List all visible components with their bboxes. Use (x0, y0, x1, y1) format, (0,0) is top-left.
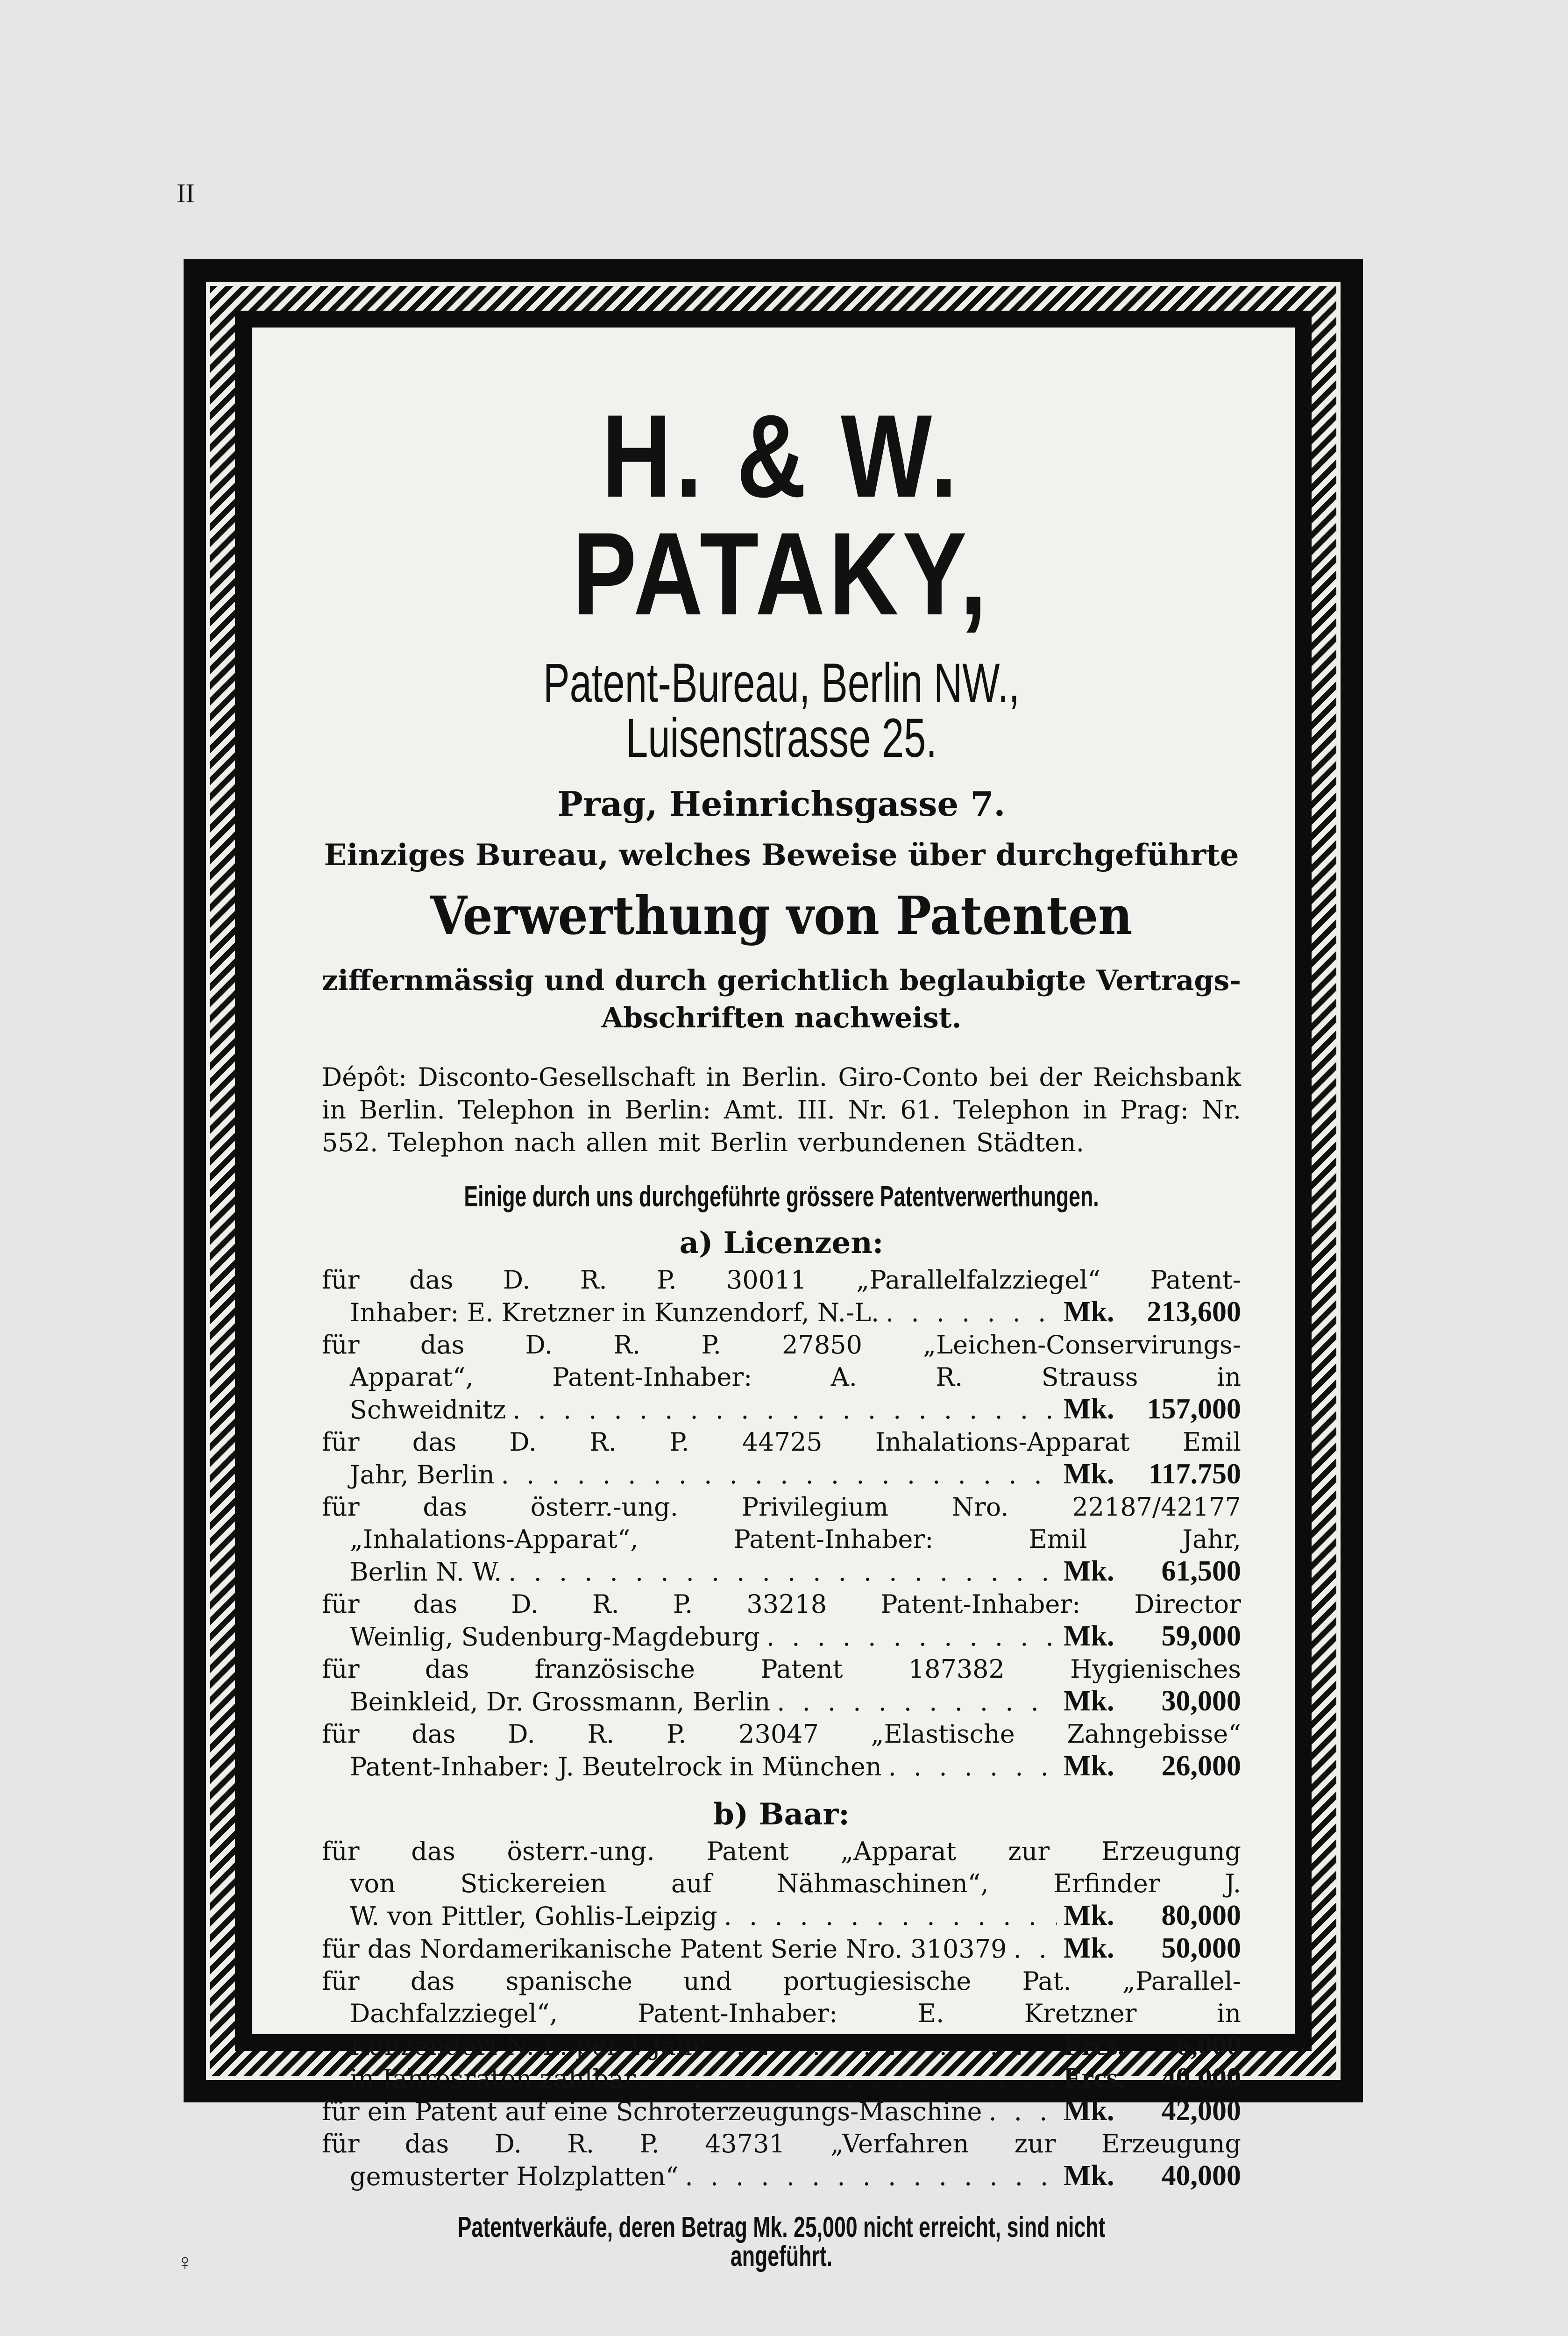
entry-amount: 6,000 (1176, 2030, 1241, 2061)
listing-entry (322, 2062, 1241, 2095)
entry-currency: Mk. (1064, 2160, 1114, 2192)
leader-dots (1013, 1933, 1057, 1965)
entry-amount: 42,000 (1161, 2095, 1241, 2127)
entry-currency: Mk. (1064, 1900, 1114, 1931)
prague-address: Prag, Heinrichsgasse 7. (557, 784, 1006, 824)
entry-text: Berlin N. W. (350, 1557, 502, 1587)
entry-amount: 50,000 (1161, 1932, 1241, 1964)
entry-text: gemusterter Holzplatten“ (350, 2162, 679, 2191)
leader-dots (501, 1459, 1057, 1491)
entry-text: für das D. R. P. 30011 „Parallelfalzziegel“ Patent- (322, 1265, 1241, 1295)
advertisement-frame (184, 259, 1363, 2272)
leader-dots (711, 2030, 1057, 2062)
entry-text: Beinkleid, Dr. Grossmann, Berlin (350, 1687, 771, 1716)
listing-entry (322, 1264, 1241, 1329)
listing-entry (322, 1835, 1241, 1932)
intro-line-2: ziffernmässig und durch gerichtlich beglaubigte Vertrags-Abschriften nachweist. (322, 964, 1241, 1034)
section-a-list (322, 1264, 1241, 1783)
entry-text: Jahr, Berlin (350, 1460, 495, 1489)
listing-entry (322, 1588, 1241, 1653)
section-a-heading: a) Licenzen: (679, 1225, 884, 1261)
footer-mark: ♀ (177, 2250, 193, 2275)
entry-text: für das D. R. P. 43731 „Verfahren zur Erzeugung (322, 2129, 1241, 2158)
entry-amount: 30,000 (1161, 1685, 1241, 1717)
entry-text: für das D. R. P. 23047 „Elastische Zahngebisse“ (322, 1719, 1241, 1749)
intro-line: Einziges Bureau, welches Beweise über durchgeführte (324, 838, 1239, 873)
entry-text: Patent-Inhaber: J. Beutelrock in München (350, 1752, 882, 1781)
entry-currency: Mk. (1064, 1620, 1114, 1652)
entry-amount: 157,000 (1147, 1393, 1241, 1425)
entry-text: Weinlig, Sudenburg-Magdeburg (350, 1622, 760, 1652)
entry-currency: Mk. (1064, 1458, 1114, 1490)
entry-text: für das spanische und portugiesische Pat. „Parallel- (322, 1966, 1241, 1996)
listing-entry (322, 2128, 1241, 2193)
entry-currency: Mk. (1064, 1932, 1114, 1964)
footer-note: Patentverkäufe, deren Betrag Mk. 25,000 nicht erreicht, sind nicht angeführt. (457, 2211, 1106, 2272)
advertisement-panel (252, 328, 1295, 2272)
entry-text: für das D. R. P. 44725 Inhalations-Apparat Emil (322, 1427, 1241, 1457)
entry-currency: Mk. (1064, 2095, 1114, 2127)
entry-currency: Mk. (1064, 1685, 1114, 1717)
entry-text: für das französische Patent 187382 Hygienisches (322, 1654, 1241, 1684)
section-b-heading: b) Baar: (713, 1797, 850, 1832)
firm-title: H. & W. PATAKY, (572, 391, 991, 640)
entry-text: für das Nordamerikanische Patent Serie Nro. 310379 (322, 1934, 1007, 1964)
entry-amount: 80,000 (1161, 1900, 1241, 1931)
page-number: II (177, 178, 195, 208)
berlin-address: Patent-Bureau, Berlin NW., Luisenstrasse 25. (543, 652, 1020, 769)
listing-entry (322, 2095, 1241, 2128)
section-b-list (322, 1835, 1241, 2193)
entry-text: „Inhalations-Apparat“, Patent-Inhaber: Emil Jahr, (350, 1524, 1241, 1554)
entry-text: von Stickereien auf Nähmaschinen“, Erfinder J. (350, 1869, 1241, 1898)
leader-dots (512, 1394, 1057, 1426)
entry-amount: 213,600 (1147, 1296, 1241, 1328)
entry-text: Kunzendorf N.-L. per 1 Jahr (350, 2031, 704, 2061)
listing-entry (322, 1329, 1241, 1426)
entry-text: in Jahresraten zahlbar (350, 2064, 636, 2094)
listing-entry (322, 1491, 1241, 1588)
leader-dots (685, 2160, 1057, 2193)
entry-amount: 117.750 (1148, 1458, 1241, 1490)
leader-dots (766, 1621, 1057, 1653)
leader-dots (724, 1900, 1057, 1932)
entry-currency: Mk. (1064, 1393, 1114, 1425)
leader-dots (888, 1751, 1057, 1783)
headline: Verwerthung von Patenten (430, 885, 1133, 947)
entry-text: für das österr.-ung. Patent „Apparat zur Erzeugung (322, 1837, 1241, 1866)
entry-text: für das D. R. P. 27850 „Leichen-Conservirungs- (322, 1330, 1241, 1360)
entry-text: für das D. R. P. 33218 Patent-Inhaber: Director (322, 1589, 1241, 1619)
entry-currency: Mk. (1064, 1750, 1114, 1782)
entry-text: Apparat“, Patent-Inhaber: A. R. Strauss in (350, 1362, 1241, 1392)
entry-text: W. von Pittler, Gohlis-Leipzig (350, 1902, 717, 1931)
entry-amount: 61,500 (1161, 1555, 1241, 1587)
entry-text: für ein Patent auf eine Schroterzeugungs-Maschine (322, 2097, 982, 2126)
depot-text: Dépôt: Disconto-Gesellschaft in Berlin. Giro-Conto bei der Reichsbank in Berlin. Telephon in Berlin: Amt. III. Nr. 61. Telephon in Prag: Nr. 552. Telephon nach allen mit Berlin verbundenen Städten. (322, 1062, 1241, 1157)
entry-text: Dachfalzziegel“, Patent-Inhaber: E. Kretzner in (350, 1999, 1241, 2028)
listing-entry (322, 1932, 1241, 1965)
entry-amount: 40,000 (1161, 2160, 1241, 2192)
leader-dots (508, 1556, 1057, 1588)
leader-dots (886, 1296, 1057, 1329)
entry-text: Inhaber: E. Kretzner in Kunzendorf, N.-L. (350, 1298, 880, 1327)
entry-text: für das österr.-ung. Privilegium Nro. 22187/42177 (322, 1492, 1241, 1522)
leader-dots (642, 2063, 1057, 2095)
listing-entry (322, 1653, 1241, 1718)
subheading: Einige durch uns durchgeführte grössere Patentverwerthungen. (464, 1181, 1099, 1213)
entry-currency: Mk. (1064, 1296, 1114, 1328)
entry-currency: Frcs. (1064, 2062, 1125, 2094)
listing-entry (322, 1718, 1241, 1783)
entry-currency: Mk. (1064, 1555, 1114, 1587)
leader-dots (988, 2095, 1057, 2128)
entry-text: Schweidnitz (350, 1395, 506, 1424)
leader-dots (777, 1686, 1057, 1718)
listing-entry (322, 1426, 1241, 1491)
entry-currency: Frcs. (1064, 2030, 1125, 2061)
entry-amount: 59,000 (1161, 1620, 1241, 1652)
listing-entry (322, 1965, 1241, 2062)
entry-amount: 40.000 (1161, 2062, 1241, 2094)
entry-amount: 26,000 (1161, 1750, 1241, 1782)
